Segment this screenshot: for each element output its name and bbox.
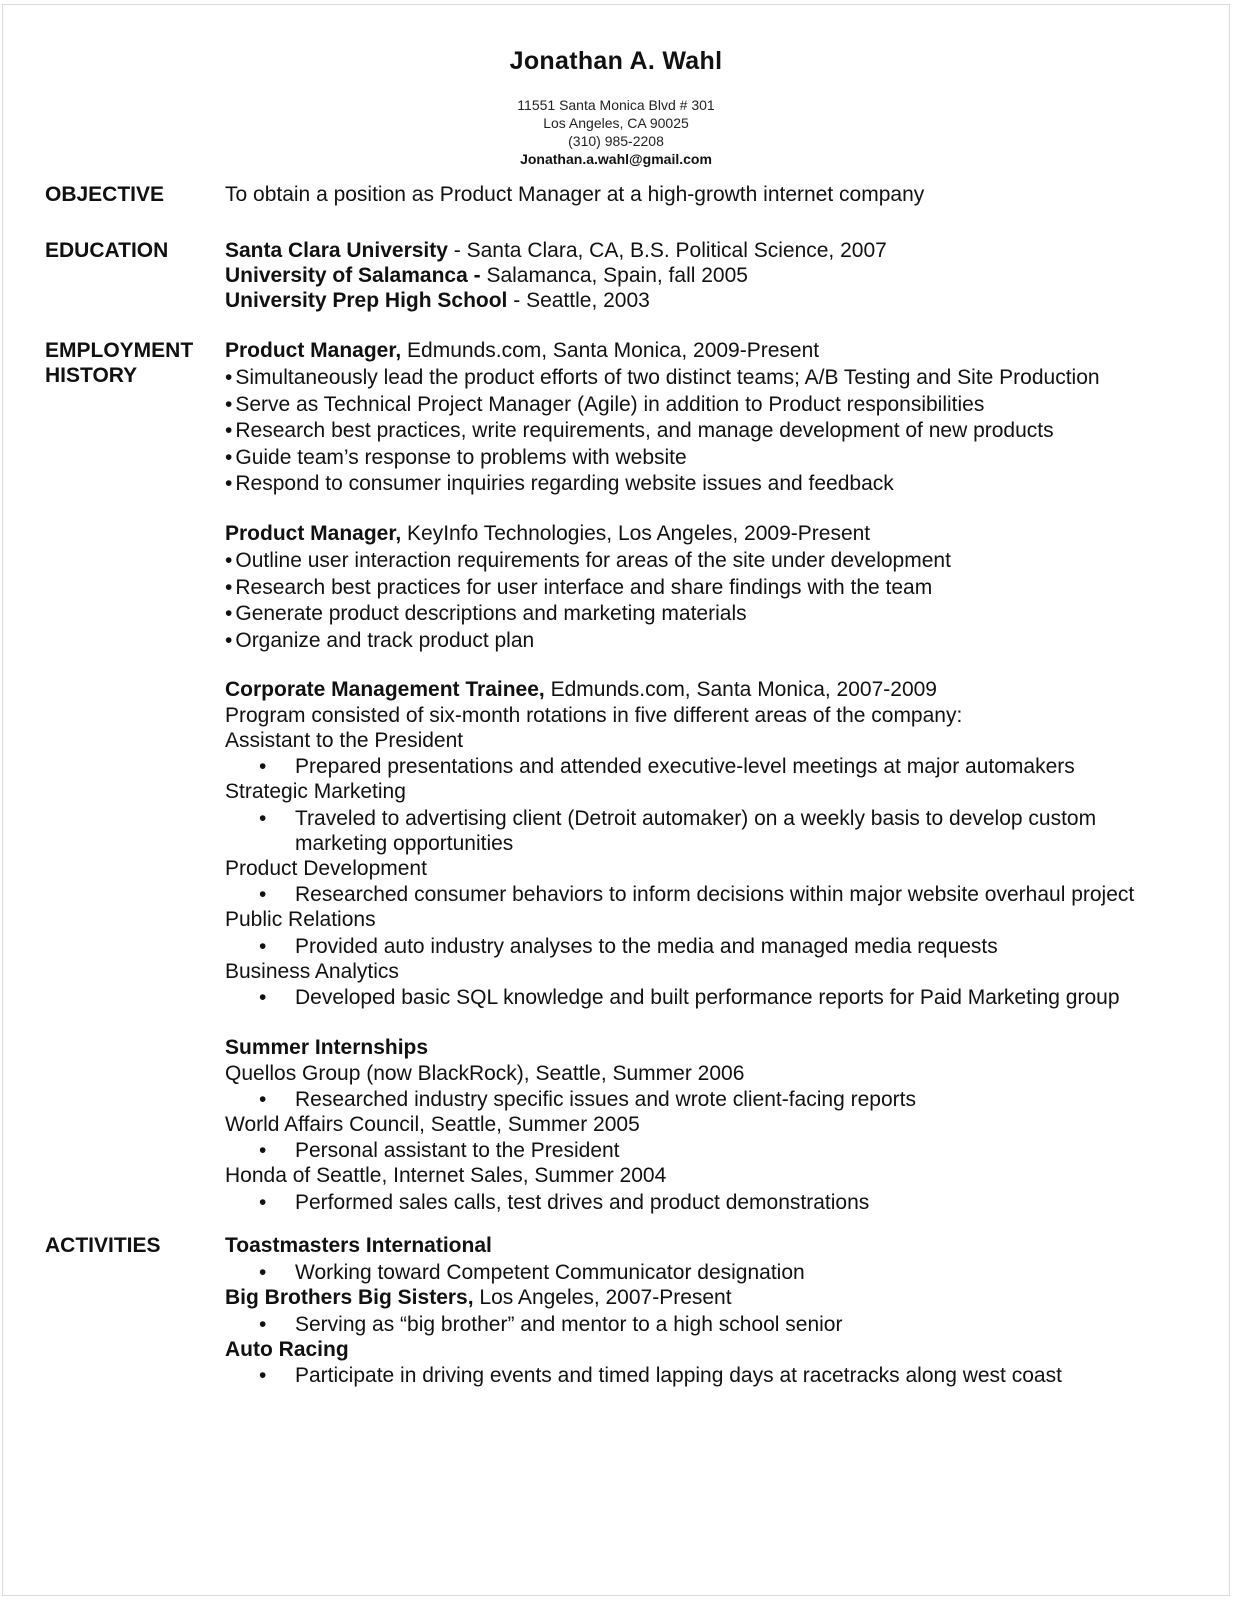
school-name: Santa Clara University [225, 239, 448, 262]
internship-bullet: Performed sales calls, test drives and product demonstrations [295, 1191, 870, 1214]
bullet-dot: • [259, 935, 267, 958]
email-address: Jonathan.a.wahl@gmail.com [520, 151, 712, 167]
job-bullet: • Respond to consumer inquiries regarding website issues and feedback [225, 471, 894, 497]
job-title: Corporate Management Trainee, [225, 678, 545, 701]
bullet-dot: • [259, 1088, 267, 1111]
job-bullet: • Simultaneously lead the product efforts of two distinct teams; A/B Testing and Site Production [225, 365, 1100, 391]
activity-heading [225, 1337, 349, 1363]
rotation-bullet: Provided auto industry analyses to the media and managed media requests [295, 935, 998, 958]
rotation-area: Product Development [225, 857, 427, 880]
job-heading [225, 677, 937, 703]
address-line-1: 11551 Santa Monica Blvd # 301 [517, 97, 715, 113]
bullet-dot: • [259, 1364, 267, 1387]
school-detail: - Santa Clara, CA, B.S. Political Science, 2007 [447, 239, 887, 262]
school-detail: - Seattle, 2003 [507, 289, 650, 312]
internship-bullet: Personal assistant to the President [295, 1139, 620, 1162]
employment-label: EMPLOYMENT [45, 339, 194, 362]
job-detail: Edmunds.com, Santa Monica, 2009-Present [401, 339, 820, 362]
address-line-2: Los Angeles, CA 90025 [543, 115, 689, 131]
bullet-dot: • [259, 1191, 267, 1214]
internship-bullet: Researched industry specific issues and wrote client-facing reports [295, 1088, 916, 1111]
rotation-area: Assistant to the President [225, 729, 464, 752]
resume-page [2, 4, 1230, 1596]
bullet-dot: • [259, 986, 267, 1009]
job-bullet: • Organize and track product plan [225, 628, 534, 654]
activity-bullet: Participate in driving events and timed lapping days at racetracks along west coast [295, 1364, 1062, 1387]
internship-org: Quellos Group (now BlackRock), Seattle, Summer 2006 [225, 1062, 745, 1085]
rotation-bullet: Developed basic SQL knowledge and built performance reports for Paid Marketing group [295, 986, 1120, 1009]
objective-text: To obtain a position as Product Manager at a high-growth internet company [225, 183, 925, 206]
school-name: University of Salamanca - [225, 264, 481, 287]
rotation-area: Public Relations [225, 908, 376, 931]
history-label: HISTORY [45, 364, 138, 387]
job-detail: Edmunds.com, Santa Monica, 2007-2009 [544, 678, 937, 701]
rotation-area: Strategic Marketing [225, 780, 406, 803]
bullet-dot: • [259, 1313, 267, 1336]
activity-bullet: Serving as “big brother” and mentor to a high school senior [295, 1313, 843, 1336]
rotation-bullet: Researched consumer behaviors to inform decisions within major website overhaul project [295, 883, 1135, 906]
job-bullet: • Research best practices for user interface and share findings with the team [225, 575, 932, 601]
job-bullet: • Research best practices, write requirements, and manage development of new products [225, 418, 1054, 444]
job-title: Product Manager, [225, 339, 402, 362]
applicant-name: Jonathan A. Wahl [509, 47, 723, 75]
internships-title: Summer Internships [225, 1036, 429, 1059]
job-bullet: • Outline user interaction requirements for areas of the site under development [225, 548, 951, 574]
school-name: University Prep High School [225, 289, 508, 312]
activity-heading [225, 1233, 492, 1259]
activity-title: Toastmasters International [225, 1234, 492, 1257]
bullet-dot: • [259, 883, 267, 906]
job-bullet: • Generate product descriptions and marketing materials [225, 601, 747, 627]
objective-label: OBJECTIVE [45, 183, 165, 206]
education-item [225, 288, 650, 314]
education-item [225, 238, 887, 264]
bullet-dot: • [259, 755, 267, 778]
bullet-dot: • [259, 807, 267, 830]
internship-org: Honda of Seattle, Internet Sales, Summer 2004 [225, 1164, 667, 1187]
rotation-bullet-continued: marketing opportunities [295, 832, 514, 855]
job-heading [225, 521, 870, 547]
education-item [225, 263, 748, 289]
job-bullet: • Guide team’s response to problems with website [225, 445, 687, 471]
internships-heading [225, 1035, 428, 1061]
job-title: Product Manager, [225, 522, 402, 545]
job-detail: KeyInfo Technologies, Los Angeles, 2009-Present [401, 522, 871, 545]
program-intro: Program consisted of six-month rotations in five different areas of the company: [225, 704, 963, 727]
internship-org: World Affairs Council, Seattle, Summer 2005 [225, 1113, 640, 1136]
job-bullet: • Serve as Technical Project Manager (Agile) in addition to Product responsibilities [225, 392, 984, 418]
activity-title: Auto Racing [225, 1338, 349, 1361]
activity-bullet: Working toward Competent Communicator designation [295, 1261, 805, 1284]
activity-title: Big Brothers Big Sisters, [225, 1286, 474, 1309]
activity-heading [225, 1285, 732, 1311]
rotation-bullet: Prepared presentations and attended executive-level meetings at major automakers [295, 755, 1075, 778]
education-label: EDUCATION [45, 239, 169, 262]
rotation-area: Business Analytics [225, 960, 399, 983]
bullet-dot: • [259, 1139, 267, 1162]
rotation-bullet: Traveled to advertising client (Detroit automaker) on a weekly basis to develop custom [295, 807, 1097, 830]
activity-detail: Los Angeles, 2007-Present [473, 1286, 732, 1309]
school-detail: Salamanca, Spain, fall 2005 [480, 264, 748, 287]
job-heading [225, 338, 819, 364]
activities-label: ACTIVITIES [45, 1234, 161, 1257]
bullet-dot: • [259, 1261, 267, 1284]
phone-number: (310) 985-2208 [568, 133, 664, 149]
